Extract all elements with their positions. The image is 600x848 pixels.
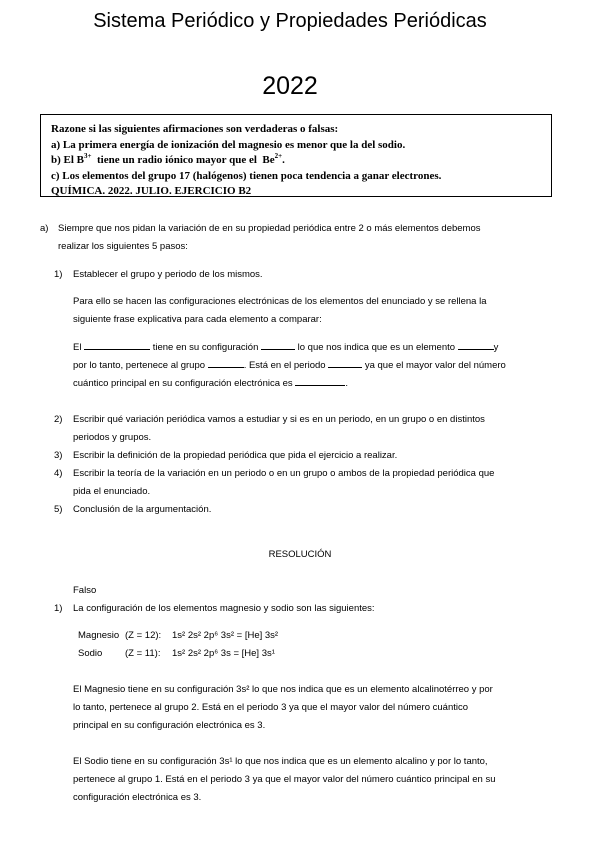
step3-number: 3) [54, 450, 63, 461]
magnesium-label: Magnesio [78, 630, 120, 641]
statement-b: b) El $B^{3+}$ tiene un radio iónico mayor que el $Be^{2+}$. [51, 152, 285, 166]
step5-text: Conclusión de la argumentación. [73, 504, 212, 515]
step2-number: 2) [54, 414, 63, 425]
step2-line1: Escribir qué variación periódica vamos a estudiar y si es en un periodo, en un grupo o en distintos [73, 414, 485, 425]
step4-number: 4) [54, 468, 63, 479]
fill-sentence-line2: por lo tanto, pertenece al grupo . Está en el periodo ya que el mayor valor del número [73, 357, 506, 375]
step5-number: 5) [54, 504, 63, 515]
explanation-line1: Para ello se hacen las configuraciones electrónicas de los elementos del enunciado y se rellena la [73, 296, 487, 307]
sodium-paragraph-line2: pertenece al grupo 1. Está en el periodo 3 ya que el mayor valor del número cuántico principal en su [73, 774, 496, 785]
year-heading: 2022 [262, 72, 318, 100]
method-label: a) [40, 223, 49, 234]
sodium-paragraph-line3: configuración electrónica es 3. [73, 792, 202, 803]
step1-text: Establecer el grupo y periodo de los mismos. [73, 269, 263, 280]
resolution-step1-number: 1) [54, 603, 63, 614]
statement-a: a) La primera energía de ionización del magnesio es menor que la del sodio. [51, 138, 406, 151]
explanation-line2: siguiente frase explicativa para cada elemento a comparar: [73, 314, 322, 325]
step3-text: Escribir la definición de la propiedad periódica que pida el ejercicio a realizar. [73, 450, 398, 461]
resolution-heading: RESOLUCIÓN [268, 549, 332, 560]
sodium-paragraph-line1: El Sodio tiene en su configuración 3s¹ lo que nos indica que es un elemento alcalino y por lo tanto, [73, 756, 488, 767]
fill-sentence-line3: cuántico principal en su configuración electrónica es . [73, 375, 348, 393]
step1-number: 1) [54, 269, 63, 280]
step4-line2: pida el enunciado. [73, 486, 151, 497]
question-box [40, 114, 552, 197]
method-intro-line1: Siempre que nos pidan la variación de en su propiedad periódica entre 2 o más elementos debemos [58, 223, 481, 234]
step4-line1: Escribir la teoría de la variación en un periodo o en un grupo o ambos de la propiedad periódica que [73, 468, 495, 479]
answer-text: Falso [73, 585, 97, 596]
magnesium-paragraph-line1: El Magnesio tiene en su configuración 3s² lo que nos indica que es un elemento alcalinotérreo y por [73, 684, 493, 695]
resolution-step1-text: La configuración de los elementos magnesio y sodio son las siguientes: [73, 603, 375, 614]
sodium-config: 1s² 2s² 2p⁶ 3s = [He] 3s¹ [172, 648, 275, 659]
page-title: Sistema Periódico y Propiedades Periódicas [93, 10, 487, 32]
method-intro-line2: realizar los siguientes 5 pasos: [58, 241, 188, 252]
statement-c: c) Los elementos del grupo 17 (halógenos) tienen poca tendencia a ganar electrones. [51, 169, 442, 182]
magnesium-z: (Z = 12): [125, 630, 162, 641]
exercise-source: QUÍMICA. 2022. JULIO. EJERCICIO B2 [51, 185, 252, 197]
magnesium-paragraph-line2: lo tanto, pertenece al grupo 2. Está en el periodo 3 ya que el mayor valor del número cuántico [73, 702, 469, 713]
magnesium-config: 1s² 2s² 2p⁶ 3s² = [He] 3s² [172, 630, 279, 641]
question-intro: Razone si las siguientes afirmaciones son verdaderas o falsas: [51, 123, 339, 135]
sodium-label: Sodio [78, 648, 103, 659]
sodium-z: (Z = 11): [125, 648, 161, 659]
step2-line2: periodos y grupos. [73, 432, 152, 443]
fill-sentence-line1: El tiene en su configuración lo que nos indica que es un elemento y [73, 339, 498, 357]
magnesium-paragraph-line3: principal en su configuración electrónica es 3. [73, 720, 266, 731]
